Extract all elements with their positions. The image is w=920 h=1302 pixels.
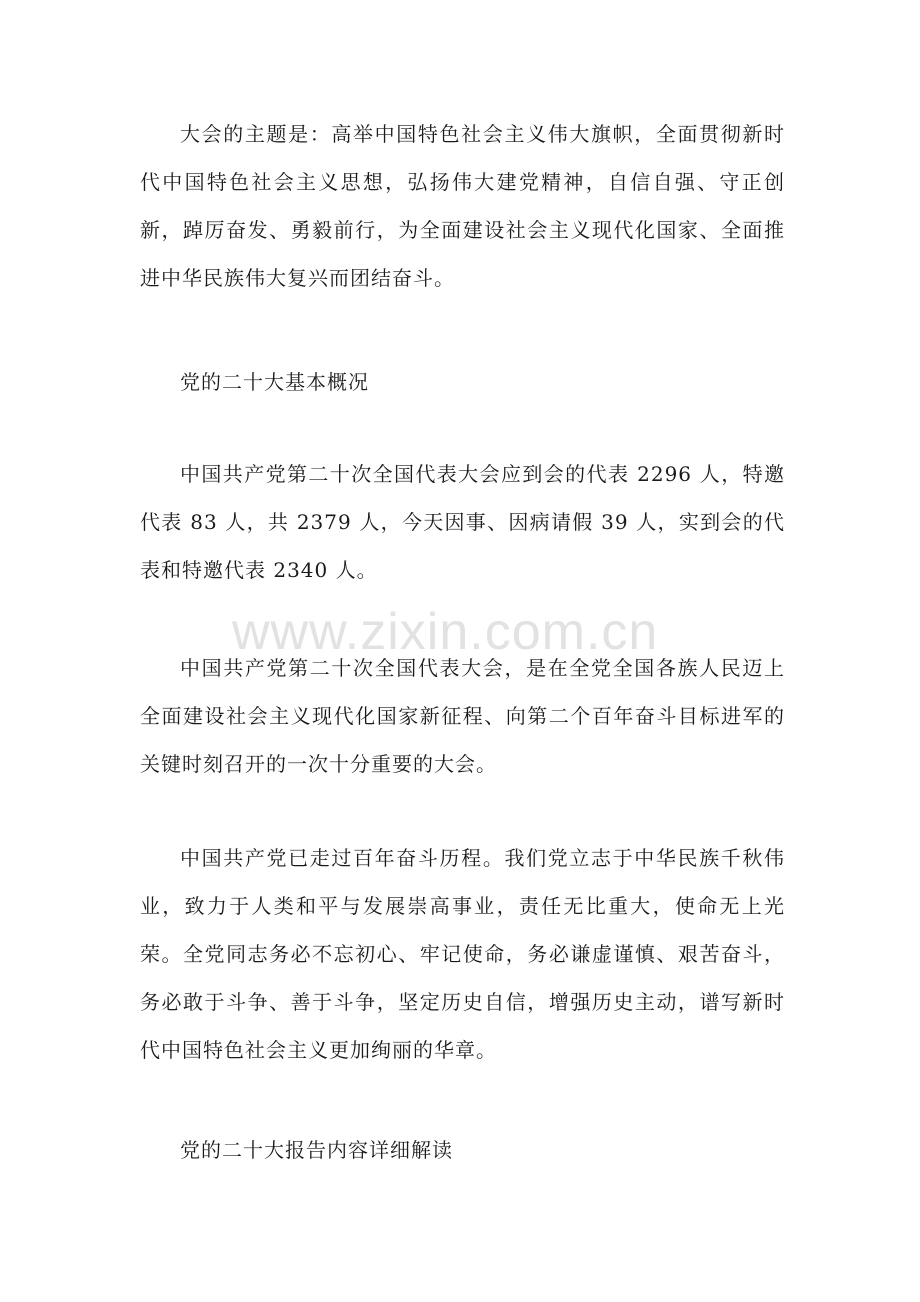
section-heading-overview: 党的二十大基本概况 — [180, 370, 369, 394]
section-heading-report: 党的二十大报告内容详细解读 — [180, 1138, 453, 1162]
paragraph-congress-significance: 中国共产党第二十次全国代表大会，是在全党全国各族人民迈上全面建设社会主义现代化国家新征程、向第二个百年奋斗目标进军的关键时刻召开的一次十分重要的大会。 — [140, 656, 785, 776]
paragraph-delegates: 中国共产党第二十次全国代表大会应到会的代表 2296 人，特邀代表 83 人，共 2379 人，今天因事、因病请假 39 人，实到会的代表和特邀代表 2340 人。 — [140, 462, 785, 582]
paragraph-theme: 大会的主题是：高举中国特色社会主义伟大旗帜，全面贯彻新时代中国特色社会主义思想，弘扬伟大建党精神，自信自强、守正创新，踔厉奋发、勇毅前行，为全面建设社会主义现代化国家、全面推进中华民族伟大复兴而团结奋斗。 — [140, 122, 785, 290]
paragraph-party-history: 中国共产党已走过百年奋斗历程。我们党立志于中华民族千秋伟业，致力于人类和平与发展崇高事业，责任无比重大，使命无上光荣。全党同志务必不忘初心、牢记使命，务必谦虚谨慎、艰苦奋斗，务必敢于斗争、善于斗争，坚定历史自信，增强历史主动，谱写新时代中国特色社会主义更加绚丽的华章。 — [140, 846, 785, 1062]
watermark: www.zixin.com.cn — [232, 603, 659, 661]
